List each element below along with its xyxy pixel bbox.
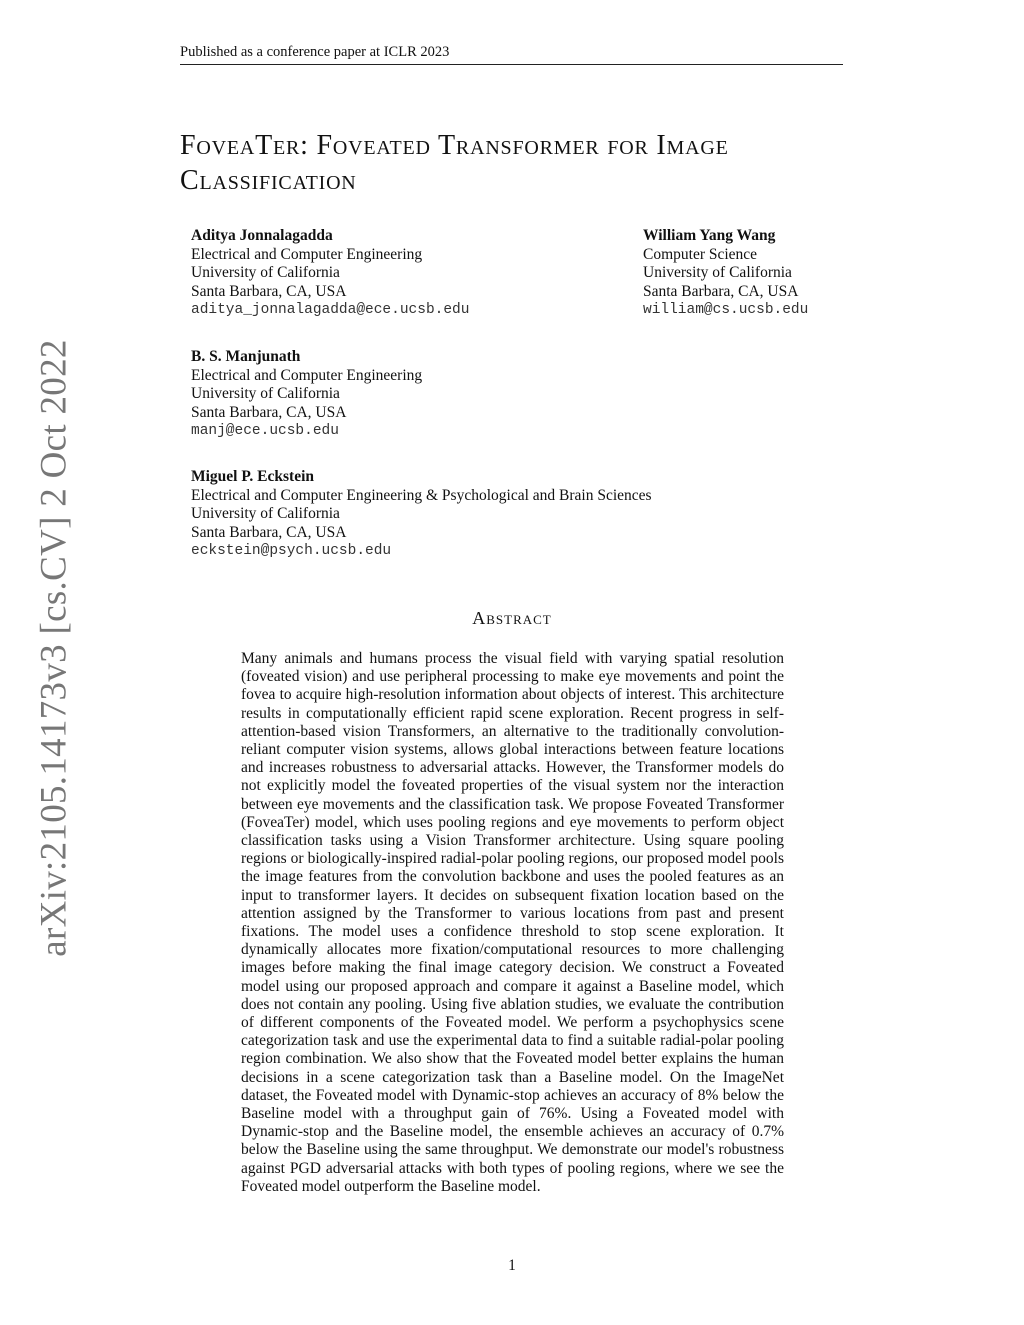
author-block-4 [191, 468, 652, 561]
author-department: Electrical and Computer Engineering & Psychological and Brain Sciences [191, 486, 652, 504]
author-block-3 [191, 348, 422, 441]
author-name: B. S. Manjunath [191, 348, 301, 365]
author-location: Santa Barbara, CA, USA [191, 523, 347, 541]
author-email[interactable]: manj@ece.ucsb.edu [191, 423, 339, 439]
author-email[interactable]: aditya_jonnalagadda@ece.ucsb.edu [191, 302, 470, 318]
abstract-body: Many animals and humans process the visual field with varying spatial resolution (foveated vision) and use peripheral processing to make eye movements and point the fovea to acquire high-resolution information about objects of interest. This architecture results in computationally efficient rapid scene exploration. Recent progress in self-attention-based vision Transformers, an alternative to the traditionally convolution-reliant computer vision systems, allows global interactions between feature locations and increases robustness to adversarial attacks. However, the Transformer models do not explicitly model the foveated properties of the visual system nor the interaction between eye movements and the classification task. We propose Foveated Transformer (FoveaTer) model, which uses pooling regions and eye movements to perform object classification tasks using a Vision Transformer architecture. Using square pooling regions or biologically-inspired radial-polar pooling regions, our proposed model pools the image features from the convolution backbone and uses the pooled features as an input to transformer layers. It decides on subsequent fixation location based on the attention assigned by the Transformer to various locations from past and present fixations. The model uses a confidence threshold to stop scene exploration. It dynamically allocates more fixation/computational resources to more challenging images before making the final image category decision. We construct a Foveated model using our proposed approach and compare it against a Baseline model, which does not contain any pooling. Using five ablation studies, we evaluate the contribution of different components of the Foveated model. We perform a psychophysics scene categorization task and use the experimental data to find a suitable radial-polar pooling region combination. We also show that the Foveated model better explains the human decisions in a scene categorization task than a Baseline model. On the ImageNet dataset, the Foveated model with Dynamic-stop achieves an accuracy of 8% below the Baseline model with a throughput gain of 76%. Using a Foveated model with Dynamic-stop and the Baseline model, the ensemble achieves an accuracy of 0.7% below the Baseline using the same throughput. We demonstrate our model's robustness against PGD adversarial attacks with both types of pooling regions, where we see the Foveated model outperform the Baseline model. [241, 650, 784, 1195]
author-block-1 [191, 227, 469, 320]
title-line-1: FoveaTer: Foveated Transformer for Image [180, 130, 729, 161]
author-institution: University of California [191, 385, 340, 402]
author-location: Santa Barbara, CA, USA [191, 282, 347, 300]
paper-title [180, 128, 860, 198]
abstract-heading: Abstract [472, 608, 552, 628]
author-department: Electrical and Computer Engineering [191, 245, 423, 263]
author-email[interactable]: eckstein@psych.ucsb.edu [191, 543, 392, 559]
author-name: William Yang Wang [643, 227, 776, 244]
title-line-2: Classification [180, 165, 357, 196]
author-location: Santa Barbara, CA, USA [643, 282, 799, 300]
author-location: Santa Barbara, CA, USA [191, 403, 347, 421]
author-name: Miguel P. Eckstein [191, 468, 315, 485]
arxiv-stamp[interactable]: arXiv:2105.14173v3 [cs.CV] 2 Oct 2022 [33, 339, 75, 957]
author-institution: University of California [191, 505, 340, 522]
running-header: Published as a conference paper at ICLR 2023 [180, 44, 843, 65]
author-email[interactable]: william@cs.ucsb.edu [643, 302, 809, 318]
author-institution: University of California [643, 264, 792, 281]
page-number: 1 [508, 1257, 516, 1274]
author-block-2 [643, 227, 808, 320]
author-name: Aditya Jonnalagadda [191, 227, 333, 244]
author-department: Electrical and Computer Engineering [191, 366, 423, 384]
author-institution: University of California [191, 264, 340, 281]
author-department: Computer Science [643, 245, 758, 263]
